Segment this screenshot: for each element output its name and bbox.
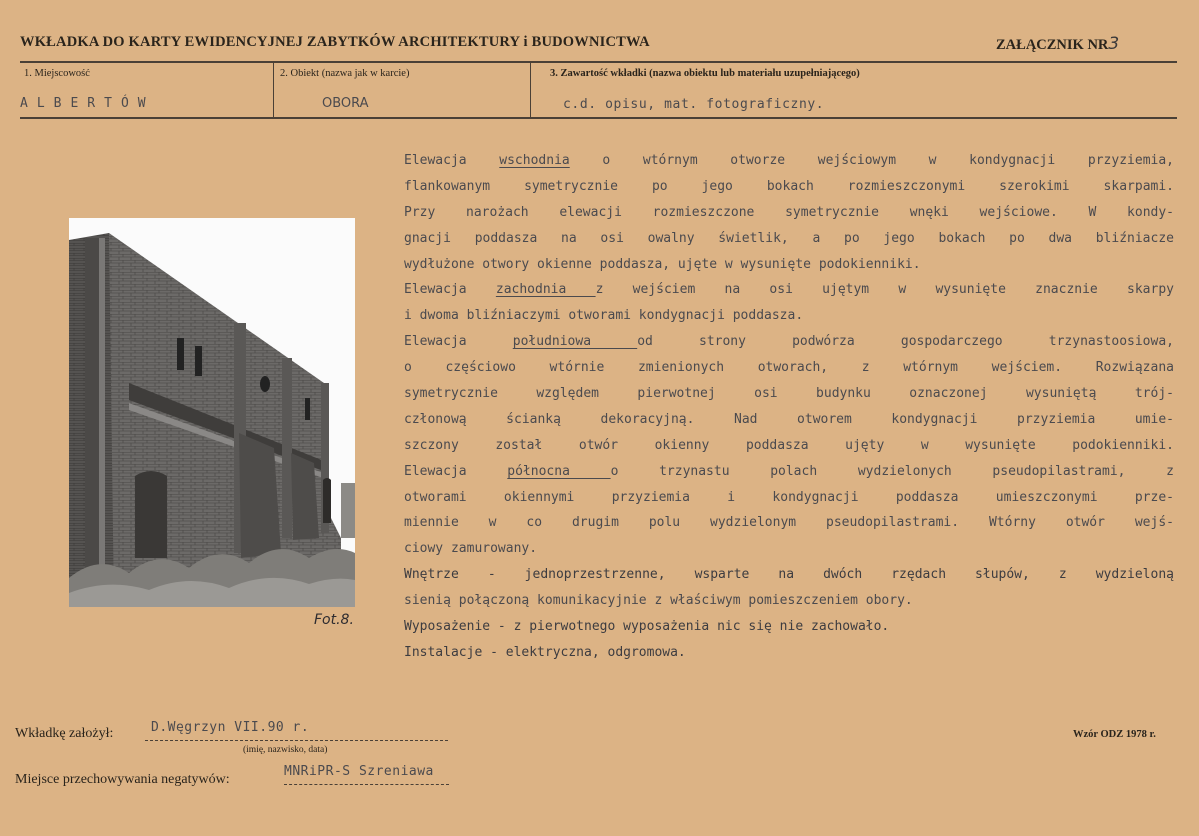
column-divider (530, 63, 531, 117)
description-line (404, 536, 1174, 562)
description-line (404, 562, 1174, 588)
annex-number (996, 34, 1119, 54)
description-text-run: Wnętrze - jednoprzestrzenne, wsparte na dwóch rzędach słupów, z wydzieloną (404, 567, 1174, 583)
description-text-run: od strony podwórza gospodarczego trzynastoosiowa, (637, 334, 1174, 350)
description-line (404, 614, 1174, 640)
description-text-run: Elewacja (404, 334, 513, 350)
header-rule-top (20, 61, 1177, 63)
description-line (404, 485, 1174, 511)
description-line (404, 588, 1174, 614)
description-text-run: otworami okiennymi przyziemia i kondygnacji poddasza umieszczonymi prze- (404, 489, 1174, 505)
description-line (404, 148, 1174, 174)
description-text-run: Elewacja (404, 282, 496, 298)
description-underlined-heading: wschodnia (499, 153, 570, 168)
content-label: 3. Zawartość wkładki (nazwa obiektu lub materiału uzupełniającego) (550, 68, 860, 79)
description-underlined-heading: północna (507, 463, 611, 479)
storage-line (284, 764, 449, 785)
content-value: c.d. opisu, mat. fotograficzny. (563, 97, 825, 112)
form-code: Wzór ODZ 1978 r. (1073, 729, 1156, 740)
description-line (404, 200, 1174, 226)
description-line (404, 381, 1174, 407)
description-underlined-heading: zachodnia (495, 282, 596, 298)
description-text-run: wydłużone otwory okienne poddasza, ujęte w wysunięte podokienniki. (404, 256, 921, 272)
description-text-run: Wyposażenie - z pierwotnego wyposażenia nic się nie zachowało. (404, 619, 890, 635)
description-text-run: i dwoma bliźniaczymi otworami kondygnacji poddasza. (404, 308, 804, 324)
form-title: WKŁADKA DO KARTY EWIDENCYJNEJ ZABYTKÓW ARCHITEKTURY i BUDOWNICTWA (20, 34, 650, 50)
description-line (404, 355, 1174, 381)
locality-label: 1. Miejscowość (24, 68, 90, 79)
description-text-run: z wejściem na osi ujętym w wysunięte znacznie skarpy (595, 282, 1174, 298)
description-line (404, 277, 1174, 303)
locality-value: ALBERTÓW (20, 96, 155, 111)
description-line (404, 303, 1174, 329)
description-text (404, 148, 1174, 666)
description-line (404, 510, 1174, 536)
description-line (404, 407, 1174, 433)
description-text-run: Elewacja (404, 153, 500, 168)
building-photo (69, 218, 355, 607)
description-line (404, 459, 1174, 485)
description-text-run: Elewacja (404, 463, 508, 479)
description-text-run: szczony został otwór okienny poddasza ujęty w wysunięte podokienniki. (404, 437, 1174, 453)
description-text-run: miennie w co drugim polu wydzielonym pseudopilastrami. Wtórny otwór wejś- (404, 515, 1174, 531)
storage-value: MNRiPR-S Szreniawa (284, 764, 434, 779)
description-text-run: Przy narożach elewacji rozmieszczone symetrycznie wnęki wejściowe. W kondy- (404, 204, 1174, 220)
description-text-run: sienią połączoną komunikacyjnie z właściwym pomieszczeniem obory. (404, 593, 913, 609)
description-underlined-heading: południowa (512, 334, 638, 350)
description-line (404, 433, 1174, 459)
description-line (404, 226, 1174, 252)
description-text-run: ciowy zamurowany. (404, 541, 538, 557)
annex-number-value: 3 (1108, 34, 1120, 54)
author-label: Wkładkę założył: (15, 726, 114, 741)
description-line (404, 174, 1174, 200)
description-text-run: Instalacje - elektryczna, odgromowa. (404, 644, 686, 660)
photo-caption: Fot.8. (314, 612, 354, 628)
column-divider (273, 63, 274, 117)
object-label: 2. Obiekt (nazwa jak w karcie) (280, 68, 410, 79)
author-value: D.Węgrzyn VII.90 r. (151, 720, 310, 735)
author-hint: (imię, nazwisko, data) (243, 745, 328, 755)
description-text-run: o częściowo wtórnie zmienionych otworach, z wtórnym wejściem. Rozwiązana (404, 360, 1174, 376)
author-line (145, 720, 448, 741)
description-text-run: flankowanym symetrycznie po jego bokach rozmieszczonymi szerokimi skarpami. (404, 178, 1174, 194)
description-text-run: o wtórnym otworze wejściowym w kondygnacji przyziemia, (569, 153, 1174, 168)
description-line (404, 329, 1174, 355)
annex-label: ZAŁĄCZNIK NR (996, 37, 1109, 53)
header-rule-bottom (20, 117, 1177, 119)
storage-label: Miejsce przechowywania negatywów: (15, 772, 230, 787)
description-text-run: członową ścianką dekoracyjną. Nad otworem kondygnacji przyziemia umie- (404, 411, 1174, 427)
object-value: OBORA (322, 96, 369, 111)
description-line (404, 640, 1174, 666)
description-text-run: o trzynastu polach wydzielonych pseudopilastrami, z (610, 463, 1174, 479)
description-text-run: gnacji poddasza na osi owalny świetlik, a po jego bokach po dwa bliźniacze (404, 230, 1174, 246)
description-line (404, 252, 1174, 278)
description-text-run: symetrycznie względem pierwotnej osi budynku oznaczonej wysuniętą trój- (404, 386, 1174, 402)
